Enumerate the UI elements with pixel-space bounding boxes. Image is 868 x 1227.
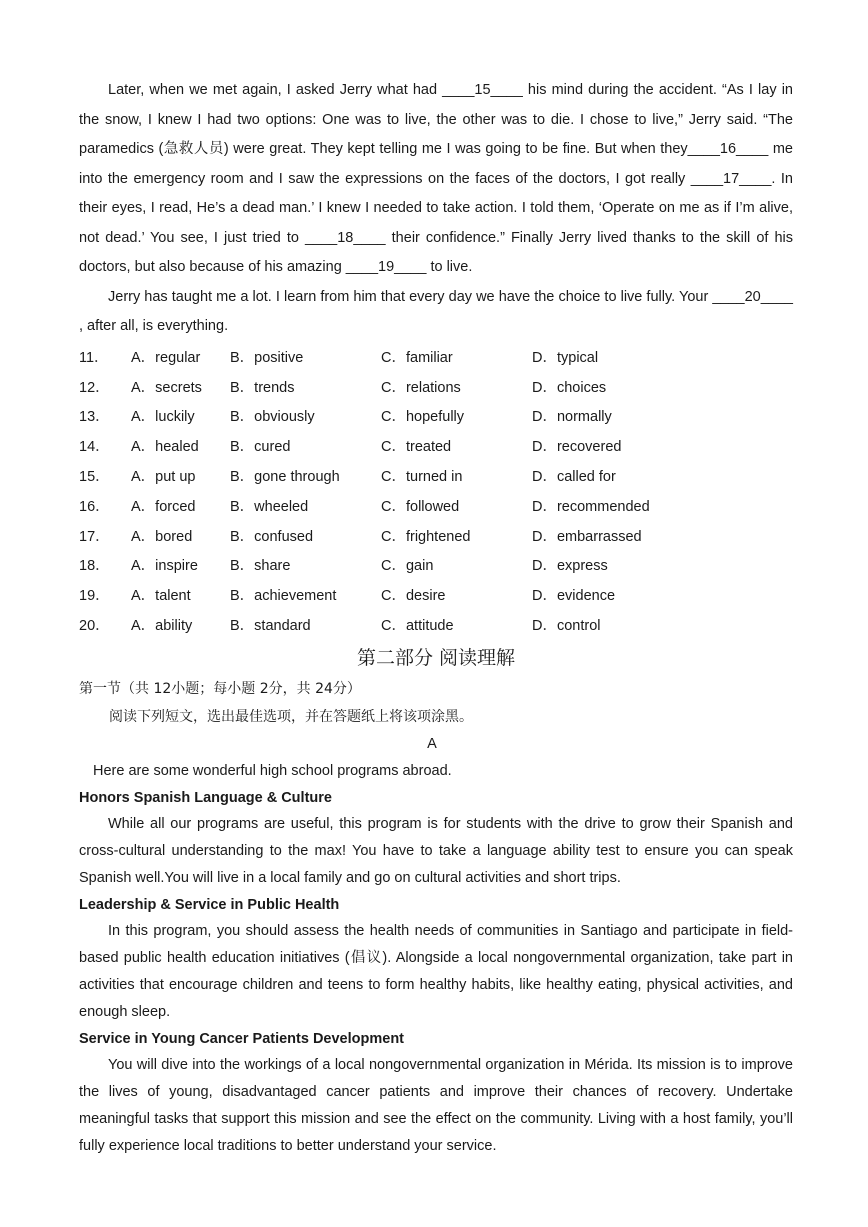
options-list bbox=[79, 342, 793, 640]
question-number: 17． bbox=[79, 528, 110, 545]
option-c[interactable]: C．frightened bbox=[381, 528, 471, 545]
exam-page bbox=[79, 76, 793, 1160]
option-c[interactable]: C．relations bbox=[381, 379, 461, 396]
option-c[interactable]: C．followed bbox=[381, 498, 460, 515]
program-heading-cancer-patients: Service in Young Cancer Patients Development bbox=[79, 1031, 405, 1048]
program-text-public-health: In this program, you should assess the health needs of communities in Santiago and participate in field-based public health education initiatives (倡议). Alongside a local nongovernmental organization, take part in activities that encourage children and teens to form healthy habits, like healthy eating, physical activities, and enough sleep. bbox=[79, 923, 793, 1021]
question-number: 19． bbox=[79, 588, 110, 605]
cloze-paragraph-2: Jerry has taught me a lot. I learn from him that every day we have the choice to live fully. Your ____20____ , after all, is everything. bbox=[79, 288, 793, 334]
option-d[interactable]: D．typical bbox=[532, 349, 599, 366]
program-heading-public-health: Leadership & Service in Public Health bbox=[79, 897, 340, 914]
option-b[interactable]: B．standard bbox=[230, 618, 311, 635]
option-d[interactable]: D．embarrassed bbox=[532, 528, 642, 545]
option-b[interactable]: B．achievement bbox=[230, 588, 337, 605]
question-number: 15． bbox=[79, 469, 110, 486]
option-row bbox=[79, 610, 793, 640]
question-number: 14． bbox=[79, 439, 110, 456]
option-b[interactable]: B．positive bbox=[230, 349, 304, 366]
option-b[interactable]: B．cured bbox=[230, 439, 291, 456]
question-number: 16． bbox=[79, 498, 110, 515]
option-a[interactable]: A．forced bbox=[131, 498, 196, 515]
program-text-cancer-patients: You will dive into the workings of a local nongovernmental organization in Mérida. Its mission is to improve the lives of young, disadvantaged cancer patients and improve their chances of recovery. Undertake meaningful tasks that support this mission and see the effect on the community. Living with a host family, you’ll fully experience local traditions to better understand your service. bbox=[79, 1057, 793, 1155]
option-a[interactable]: A．regular bbox=[131, 349, 201, 366]
option-d[interactable]: D．normally bbox=[532, 409, 612, 426]
option-row bbox=[79, 461, 793, 491]
option-a[interactable]: A．secrets bbox=[131, 379, 202, 396]
option-a[interactable]: A．talent bbox=[131, 588, 191, 605]
option-row bbox=[79, 550, 793, 580]
option-b[interactable]: B．trends bbox=[230, 379, 295, 396]
option-row bbox=[79, 580, 793, 610]
option-row bbox=[79, 371, 793, 401]
option-row bbox=[79, 431, 793, 461]
question-number: 13． bbox=[79, 409, 110, 426]
question-number: 18． bbox=[79, 558, 110, 575]
part-two-title: 第二部分 阅读理解 bbox=[356, 647, 516, 670]
option-row bbox=[79, 401, 793, 431]
question-number: 20． bbox=[79, 618, 110, 635]
question-number: 11． bbox=[79, 349, 109, 366]
option-a[interactable]: A．luckily bbox=[131, 409, 195, 426]
option-b[interactable]: B．obviously bbox=[230, 409, 315, 426]
option-c[interactable]: C．familiar bbox=[381, 349, 453, 366]
option-row bbox=[79, 520, 793, 550]
cloze-paragraph-1: Later, when we met again, I asked Jerry what had ____15____ his mind during the accident. “As I lay in the snow, I knew I had two options: One was to live, the other was to die. I chose to live,” Jerry said. “The paramedics (急救人员) were great. They kept telling me I was going to be fine. But when they____16____ me into the emergency room and I saw the expressions on the faces of the doctors, I got really ____17____. In their eyes, I read, He’s a dead man.’ I knew I needed to take action. I told them, ‘Operate on me as if I’m alive, not dead.’ You see, I just tried to ____18____ their confidence.” Finally Jerry lived thanks to the skill of his doctors, but also because of his amazing ____19____ to live. bbox=[79, 82, 793, 275]
option-d[interactable]: D．choices bbox=[532, 379, 607, 396]
option-d[interactable]: D．control bbox=[532, 618, 601, 635]
option-a[interactable]: A．bored bbox=[131, 528, 193, 545]
option-c[interactable]: C．treated bbox=[381, 439, 452, 456]
option-a[interactable]: A．ability bbox=[131, 618, 193, 635]
section-note: 第一节（共 12小题；每小题 2分，共 24分） bbox=[79, 681, 361, 698]
option-a[interactable]: A．put up bbox=[131, 469, 196, 486]
option-b[interactable]: B．wheeled bbox=[230, 498, 309, 515]
option-row bbox=[79, 342, 793, 372]
option-d[interactable]: D．recovered bbox=[532, 439, 622, 456]
option-c[interactable]: C．attitude bbox=[381, 618, 454, 635]
option-d[interactable]: D．evidence bbox=[532, 588, 616, 605]
option-d[interactable]: D．called for bbox=[532, 469, 616, 486]
passage-intro: Here are some wonderful high school programs abroad. bbox=[93, 763, 452, 780]
option-b[interactable]: B．share bbox=[230, 558, 291, 575]
program-text-spanish: While all our programs are useful, this program is for students with the drive to grow their Spanish and cross-cultural understanding to the max! You have to take a language ability test to ensure you can speak Spanish well.You will live in a local family and go on cultural activities and short trips. bbox=[79, 816, 793, 887]
option-c[interactable]: C．desire bbox=[381, 588, 446, 605]
question-number: 12． bbox=[79, 379, 110, 396]
option-c[interactable]: C．hopefully bbox=[381, 409, 465, 426]
option-b[interactable]: B．confused bbox=[230, 528, 314, 545]
option-d[interactable]: D．recommended bbox=[532, 498, 650, 515]
option-row bbox=[79, 490, 793, 520]
option-b[interactable]: B．gone through bbox=[230, 469, 340, 486]
passage-label: A bbox=[427, 736, 437, 753]
option-c[interactable]: C．gain bbox=[381, 558, 434, 575]
option-d[interactable]: D．express bbox=[532, 558, 608, 575]
option-a[interactable]: A．healed bbox=[131, 439, 199, 456]
instruction: 阅读下列短文，选出最佳选项，并在答题纸上将该项涂黑。 bbox=[109, 709, 473, 726]
program-heading-spanish: Honors Spanish Language & Culture bbox=[79, 790, 332, 807]
option-a[interactable]: A．inspire bbox=[131, 558, 198, 575]
option-c[interactable]: C．turned in bbox=[381, 469, 463, 486]
